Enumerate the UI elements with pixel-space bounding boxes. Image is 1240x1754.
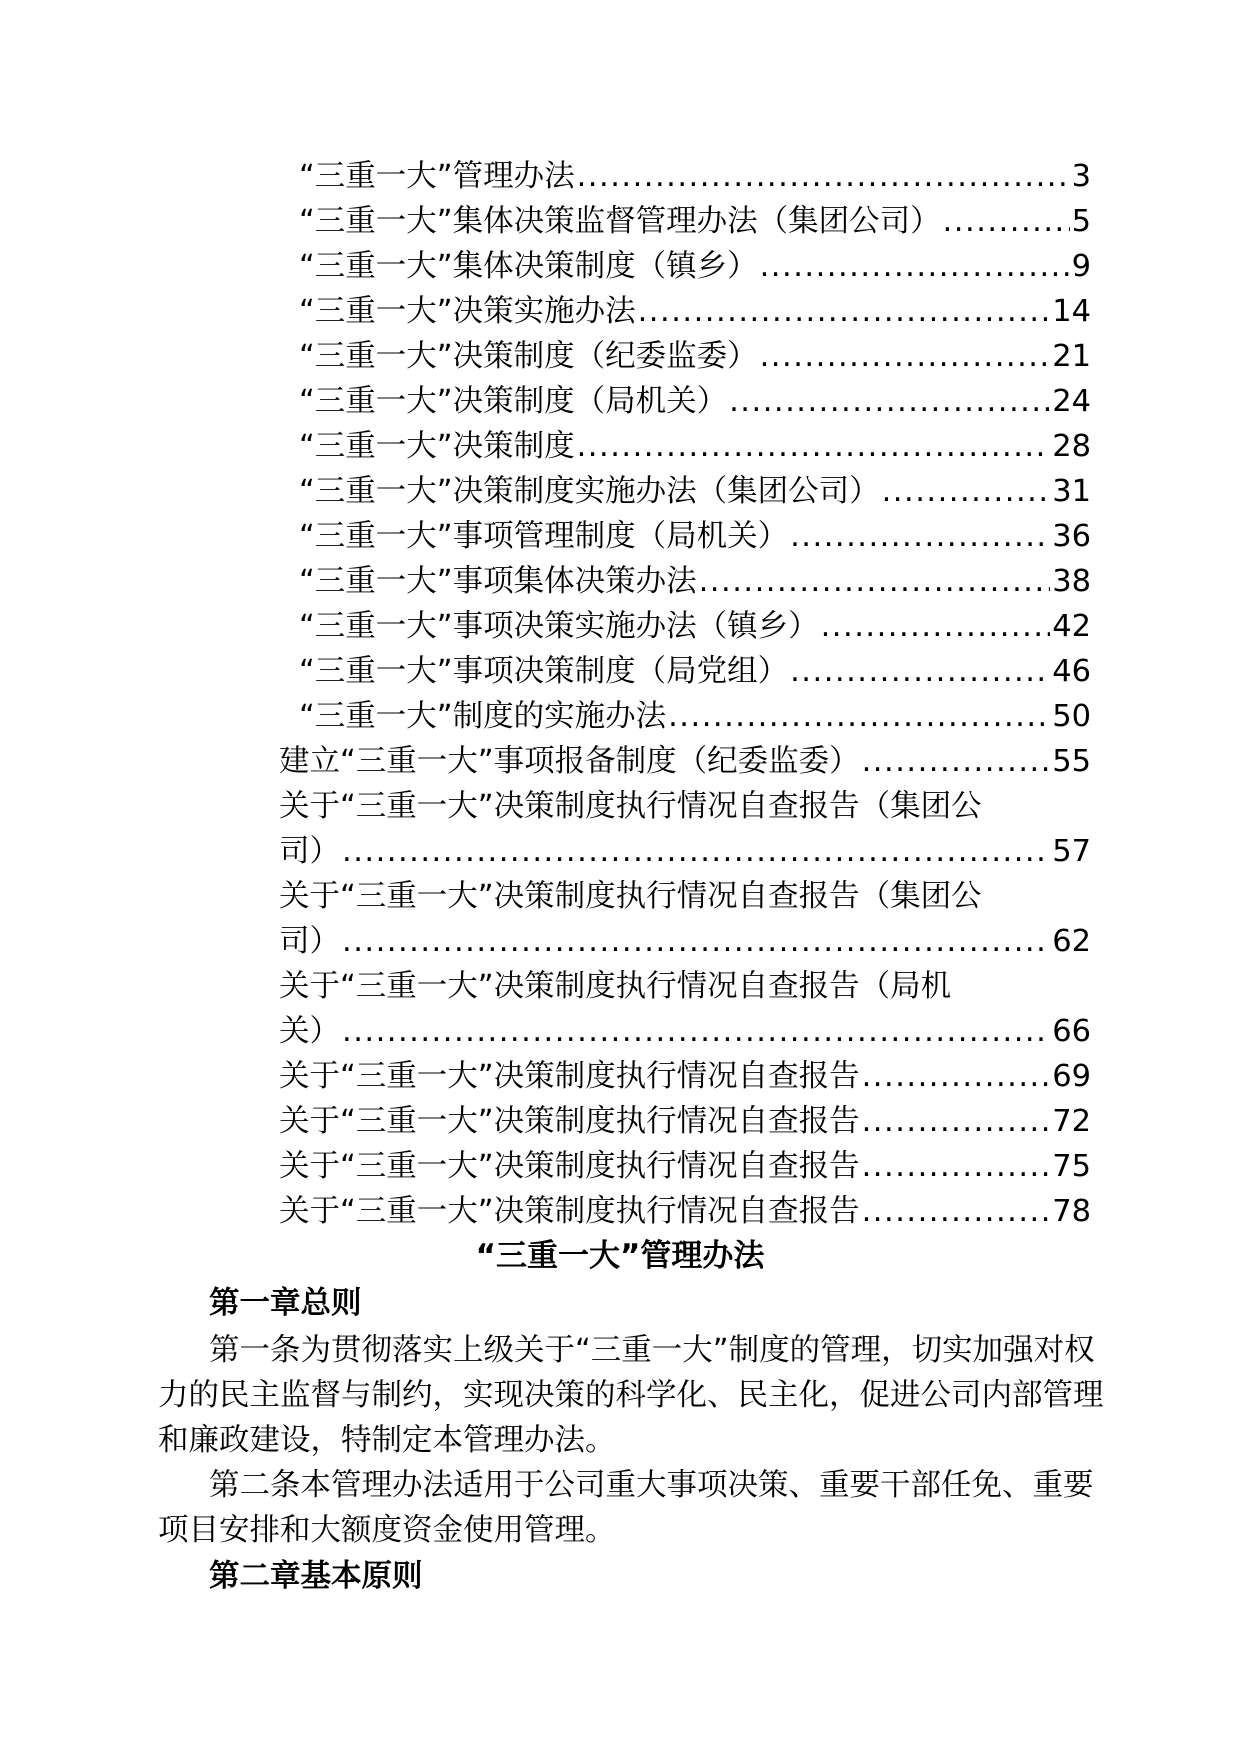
toc-page-number: 72 xyxy=(1052,1104,1091,1139)
toc-entry[interactable] xyxy=(279,649,1091,694)
toc-entry-title-continued: 关） xyxy=(279,1014,340,1049)
table-of-contents xyxy=(279,154,1091,1234)
toc-page-number: 36 xyxy=(1052,519,1091,554)
toc-leader-dots xyxy=(668,694,1050,739)
toc-entry-title: 建立“三重一大”事项报备制度（纪委监委） xyxy=(279,744,860,779)
toc-entry[interactable] xyxy=(279,514,1091,559)
toc-page-number: 42 xyxy=(1052,609,1091,644)
toc-entry[interactable] xyxy=(279,604,1091,649)
toc-entry-title: 关于“三重一大”决策制度执行情况自查报告（局机 xyxy=(279,969,952,1004)
toc-entry-title: 关于“三重一大”决策制度执行情况自查报告 xyxy=(279,1194,860,1229)
toc-leader-dots xyxy=(760,334,1051,379)
toc-leader-dots xyxy=(760,244,1070,289)
toc-page-number: 46 xyxy=(1052,654,1091,689)
document-title: “三重一大”管理办法 xyxy=(475,1238,765,1274)
toc-leader-dots xyxy=(729,379,1050,424)
toc-entry-title: “三重一大”制度的实施办法 xyxy=(299,699,667,734)
toc-entry-title: “三重一大”事项管理制度（局机关） xyxy=(299,519,789,554)
toc-entry[interactable] xyxy=(279,334,1091,379)
chapter-heading: 第二章基本原则 xyxy=(209,1559,423,1594)
toc-entry-title: 关于“三重一大”决策制度执行情况自查报告 xyxy=(279,1059,860,1094)
toc-entry-title-continued: 司） xyxy=(279,924,340,959)
toc-leader-dots xyxy=(342,829,1050,874)
toc-entry[interactable] xyxy=(279,424,1091,469)
paragraph: 第二条本管理办法适用于公司重大事项决策、重要干部任免、重要项目安排和大额度资金使用管理。 xyxy=(158,1468,1094,1548)
toc-entry[interactable] xyxy=(279,559,1091,604)
toc-entry[interactable] xyxy=(279,694,1091,739)
toc-entry[interactable] xyxy=(279,199,1091,244)
toc-entry[interactable] xyxy=(279,469,1091,514)
toc-leader-dots xyxy=(862,1189,1051,1234)
toc-entry-title: “三重一大”集体决策监督管理办法（集团公司） xyxy=(299,204,941,239)
toc-entry[interactable] xyxy=(279,1099,1091,1144)
toc-leader-dots xyxy=(342,1009,1050,1054)
toc-leader-dots xyxy=(862,739,1051,784)
toc-entry[interactable] xyxy=(279,1189,1091,1234)
toc-page-number: 69 xyxy=(1052,1059,1091,1094)
toc-entry-title: “三重一大”事项集体决策办法 xyxy=(299,564,697,599)
toc-leader-dots xyxy=(577,424,1051,469)
toc-page-number: 62 xyxy=(1052,924,1091,959)
toc-page-number: 66 xyxy=(1052,1014,1091,1049)
toc-entry-title: “三重一大”决策实施办法 xyxy=(299,294,636,329)
toc-leader-dots xyxy=(821,604,1051,649)
toc-entry-title-continued: 司） xyxy=(279,834,340,869)
toc-entry-title: 关于“三重一大”决策制度执行情况自查报告 xyxy=(279,1149,860,1184)
toc-entry-title: 关于“三重一大”决策制度执行情况自查报告（集团公 xyxy=(279,789,982,824)
toc-entry-title: “三重一大”决策制度（纪委监委） xyxy=(299,339,758,374)
toc-page-number: 28 xyxy=(1052,429,1091,464)
toc-entry[interactable] xyxy=(279,919,1091,964)
toc-entry-title: “三重一大”决策制度（局机关） xyxy=(299,384,728,419)
toc-entry[interactable] xyxy=(279,1054,1091,1099)
toc-leader-dots xyxy=(882,469,1051,514)
toc-page-number: 57 xyxy=(1052,834,1091,869)
toc-leader-dots xyxy=(342,919,1050,964)
toc-page-number: 78 xyxy=(1052,1194,1091,1229)
paragraph: 第一条为贯彻落实上级关于“三重一大”制度的管理，切实加强对权力的民主监督与制约，实现决策的科学化、民主化，促进公司内部管理和廉政建设，特制定本管理办法。 xyxy=(158,1333,1104,1458)
toc-leader-dots xyxy=(862,1054,1051,1099)
toc-leader-dots xyxy=(862,1099,1051,1144)
toc-entry[interactable] xyxy=(279,379,1091,424)
toc-entry-title: 关于“三重一大”决策制度执行情况自查报告（集团公 xyxy=(279,879,982,914)
toc-page-number: 5 xyxy=(1071,204,1091,239)
toc-page-number: 38 xyxy=(1052,564,1091,599)
document-body xyxy=(158,1280,1118,1601)
toc-entry-title: 关于“三重一大”决策制度执行情况自查报告 xyxy=(279,1104,860,1139)
toc-page-number: 14 xyxy=(1052,294,1091,329)
toc-leader-dots xyxy=(577,154,1070,199)
toc-leader-dots xyxy=(638,289,1051,334)
toc-leader-dots xyxy=(943,199,1070,244)
chapter-heading: 第一章总则 xyxy=(209,1286,362,1321)
toc-page-number: 9 xyxy=(1071,249,1091,284)
toc-entry-title: “三重一大”事项决策实施办法（镇乡） xyxy=(299,609,819,644)
toc-leader-dots xyxy=(862,1144,1051,1189)
toc-entry[interactable] xyxy=(279,289,1091,334)
toc-entry[interactable] xyxy=(279,739,1091,784)
toc-leader-dots xyxy=(790,514,1050,559)
toc-entry-title: “三重一大”管理办法 xyxy=(299,159,575,194)
toc-leader-dots xyxy=(790,649,1050,694)
toc-page-number: 75 xyxy=(1052,1149,1091,1184)
toc-page-number: 55 xyxy=(1052,744,1091,779)
toc-page-number: 31 xyxy=(1052,474,1091,509)
toc-leader-dots xyxy=(699,559,1051,604)
toc-entry-title: “三重一大”决策制度实施办法（集团公司） xyxy=(299,474,880,509)
toc-page-number: 21 xyxy=(1052,339,1091,374)
toc-page-number: 24 xyxy=(1052,384,1091,419)
toc-entry[interactable] xyxy=(279,1144,1091,1189)
toc-entry-title: “三重一大”事项决策制度（局党组） xyxy=(299,654,789,689)
toc-entry[interactable] xyxy=(279,244,1091,289)
toc-page-number: 50 xyxy=(1052,699,1091,734)
toc-entry[interactable] xyxy=(279,1009,1091,1054)
toc-entry[interactable] xyxy=(279,829,1091,874)
toc-entry[interactable] xyxy=(279,154,1091,199)
toc-entry-title: “三重一大”决策制度 xyxy=(299,429,575,464)
toc-page-number: 3 xyxy=(1071,159,1091,194)
toc-entry-title: “三重一大”集体决策制度（镇乡） xyxy=(299,249,758,284)
